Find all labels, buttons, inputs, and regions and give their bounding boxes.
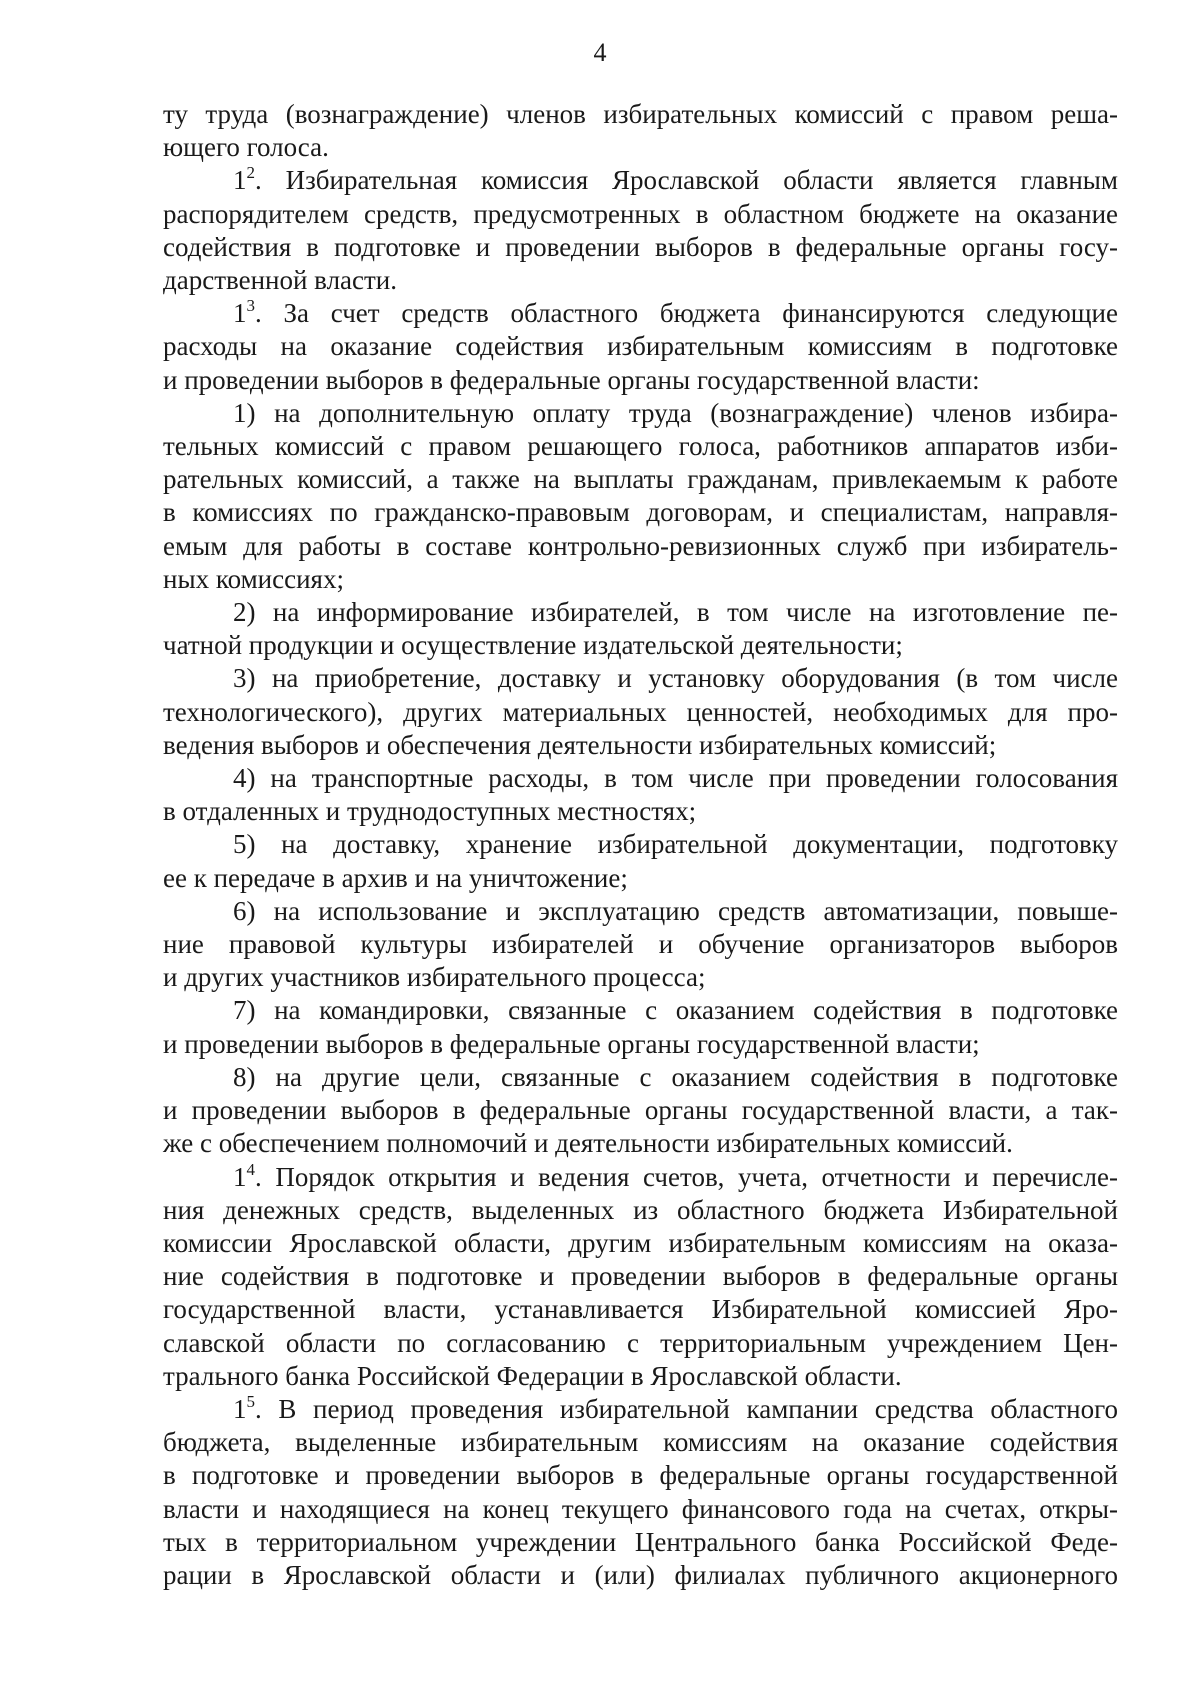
page-number: 4 (593, 38, 607, 67)
document-body (163, 98, 1118, 1592)
line-text: в отдаленных и труднодоступных местностях; (163, 796, 697, 827)
line-text: содействия в подготовке и проведении выборов в федеральные органы госу- (163, 231, 1118, 262)
line-text: трального банка Российской Федерации в Ярославской области. (163, 1360, 902, 1391)
line-text: в подготовке и проведении выборов в федеральные органы государственной (163, 1460, 1118, 1491)
line-text: ее к передаче в архив и на уничтожение; (163, 862, 628, 893)
line-text: 5) на доставку, хранение избирательной документации, подготовку (233, 829, 1118, 860)
line-text: бюджета, выделенные избирательным комиссиям на оказание содействия (163, 1427, 1118, 1458)
line-text: расходы на оказание содействия избирательным комиссиям в подготовке (163, 331, 1118, 362)
line-text: государственной власти, устанавливается Избирательной комиссией Яро- (163, 1294, 1118, 1325)
paragraph-item-1 (163, 397, 1118, 596)
text-line (163, 1493, 1118, 1526)
clause-superscript: 3 (246, 296, 255, 316)
line-text: ведения выборов и обеспечения деятельности избирательных комиссий; (163, 729, 997, 760)
line-text: ту труда (вознаграждение) членов избирательных комиссий с правом реша- (163, 99, 1118, 129)
text-line (163, 1028, 1118, 1061)
line-text: чатной продукции и осуществление издательской деятельности; (163, 630, 903, 661)
line-text: ние правовой культуры избирателей и обучение организаторов выборов (163, 929, 1118, 960)
text-line (163, 164, 1118, 197)
paragraph-item-3 (163, 662, 1118, 762)
line-text: в комиссиях по гражданско-правовым договорам, и специалистам, направля- (163, 497, 1118, 528)
line-text: технологического), других материальных ценностей, необходимых для про- (163, 696, 1118, 727)
text-line (163, 1327, 1118, 1360)
line-text: распорядителем средств, предусмотренных в областном бюджете на оказание (163, 198, 1118, 229)
text-line (163, 198, 1118, 231)
paragraph-p1-3 (163, 297, 1118, 397)
line-text: . В период проведения избирательной кампании средства областного (255, 1393, 1118, 1424)
text-line (163, 297, 1118, 330)
text-line (163, 364, 1118, 397)
line-text: ющего голоса. (163, 132, 329, 163)
text-line (163, 231, 1118, 264)
text-line (163, 264, 1118, 297)
text-line (163, 496, 1118, 529)
line-text: и проведении выборов в федеральные органы государственной власти: (163, 364, 980, 395)
line-text: славской области по согласованию с территориальным учреждением Цен- (163, 1327, 1118, 1358)
line-text: 3) на приобретение, доставку и установку оборудования (в том числе (233, 663, 1118, 694)
paragraph-item-6 (163, 895, 1118, 995)
paragraph-item-5 (163, 828, 1118, 894)
text-line (163, 1559, 1118, 1592)
line-text: рательных комиссий, а также на выплаты гражданам, привлекаемым к работе (163, 464, 1118, 495)
text-line (163, 131, 1118, 164)
text-line (163, 1360, 1118, 1393)
line-text: 7) на командировки, связанные с оказанием содействия в подготовке (233, 995, 1118, 1026)
line-text: . За счет средств областного бюджета финансируются следующие (255, 298, 1118, 329)
paragraph-item-8 (163, 1061, 1118, 1161)
text-line (163, 1127, 1118, 1160)
text-line (163, 961, 1118, 994)
line-text: тельных комиссий с правом решающего голоса, работников аппаратов изби- (163, 431, 1118, 462)
paragraph-item-4 (163, 762, 1118, 828)
line-text: ние содействия в подготовке и проведении выборов в федеральные органы (163, 1261, 1118, 1292)
text-line (163, 862, 1118, 895)
text-line (163, 1459, 1118, 1492)
line-text: и проведении выборов в федеральные органы государственной власти, а так- (163, 1095, 1118, 1126)
text-line (163, 1526, 1118, 1559)
text-line (163, 994, 1118, 1027)
text-line (163, 530, 1118, 563)
text-line (163, 828, 1118, 861)
text-line (163, 430, 1118, 463)
text-line (163, 662, 1118, 695)
text-line (163, 563, 1118, 596)
text-line (163, 330, 1118, 363)
text-line (163, 596, 1118, 629)
line-text: 6) на использование и эксплуатацию средств автоматизации, повыше- (233, 895, 1118, 926)
line-text: рации в Ярославской области и (или) филиалах публичного акционерного (163, 1559, 1118, 1590)
clause-number: 1 (233, 1393, 247, 1424)
text-line (163, 1061, 1118, 1094)
text-line (163, 762, 1118, 795)
clause-number: 1 (233, 1161, 247, 1192)
text-line (163, 1293, 1118, 1326)
line-text: же с обеспечением полномочий и деятельности избирательных комиссий. (163, 1128, 1013, 1159)
line-text: тых в территориальном учреждении Центрального банка Российской Феде- (163, 1526, 1118, 1557)
line-text: власти и находящиеся на конец текущего финансового года на счетах, откры- (163, 1493, 1118, 1524)
paragraph-item-7 (163, 994, 1118, 1060)
text-line (163, 629, 1118, 662)
clause-superscript: 4 (246, 1159, 255, 1179)
text-line (163, 98, 1118, 131)
text-line (163, 795, 1118, 828)
line-text: 4) на транспортные расходы, в том числе при проведении голосования (233, 763, 1118, 794)
line-text: и других участников избирательного процесса; (163, 962, 706, 993)
line-text: . Порядок открытия и ведения счетов, учета, отчетности и перечисле- (255, 1161, 1118, 1192)
text-line (163, 729, 1118, 762)
line-text: комиссии Ярославской области, другим избирательным комиссиям на оказа- (163, 1227, 1118, 1258)
paragraph-p1-5 (163, 1393, 1118, 1592)
clause-superscript: 2 (246, 163, 255, 183)
text-line (163, 696, 1118, 729)
line-text: емым для работы в составе контрольно-ревизионных служб при избиратель- (163, 530, 1118, 561)
text-line (163, 1393, 1118, 1426)
line-text: дарственной власти. (163, 265, 398, 296)
line-text: ных комиссиях; (163, 563, 344, 594)
text-line (163, 1260, 1118, 1293)
text-line (163, 928, 1118, 961)
clause-number: 1 (233, 165, 247, 196)
paragraph-p1-2 (163, 164, 1118, 297)
text-line (163, 895, 1118, 928)
text-line (163, 1194, 1118, 1227)
text-line (163, 463, 1118, 496)
text-line (163, 397, 1118, 430)
line-text: 8) на другие цели, связанные с оказанием содействия в подготовке (233, 1061, 1118, 1092)
line-text: 1) на дополнительную оплату труда (вознаграждение) членов избира- (233, 397, 1118, 428)
line-text: и проведении выборов в федеральные органы государственной власти; (163, 1028, 980, 1059)
line-text: 2) на информирование избирателей, в том числе на изготовление пе- (233, 597, 1118, 628)
text-line (163, 1426, 1118, 1459)
line-text: . Избирательная комиссия Ярославской области является главным (255, 165, 1118, 196)
text-line (163, 1094, 1118, 1127)
line-text: ния денежных средств, выделенных из областного бюджета Избирательной (163, 1194, 1118, 1225)
clause-superscript: 5 (246, 1391, 255, 1411)
text-line (163, 1161, 1118, 1194)
paragraph-item-2 (163, 596, 1118, 662)
text-line (163, 1227, 1118, 1260)
paragraph-p1-4 (163, 1161, 1118, 1393)
clause-number: 1 (233, 298, 247, 329)
paragraph-cont (163, 98, 1118, 164)
